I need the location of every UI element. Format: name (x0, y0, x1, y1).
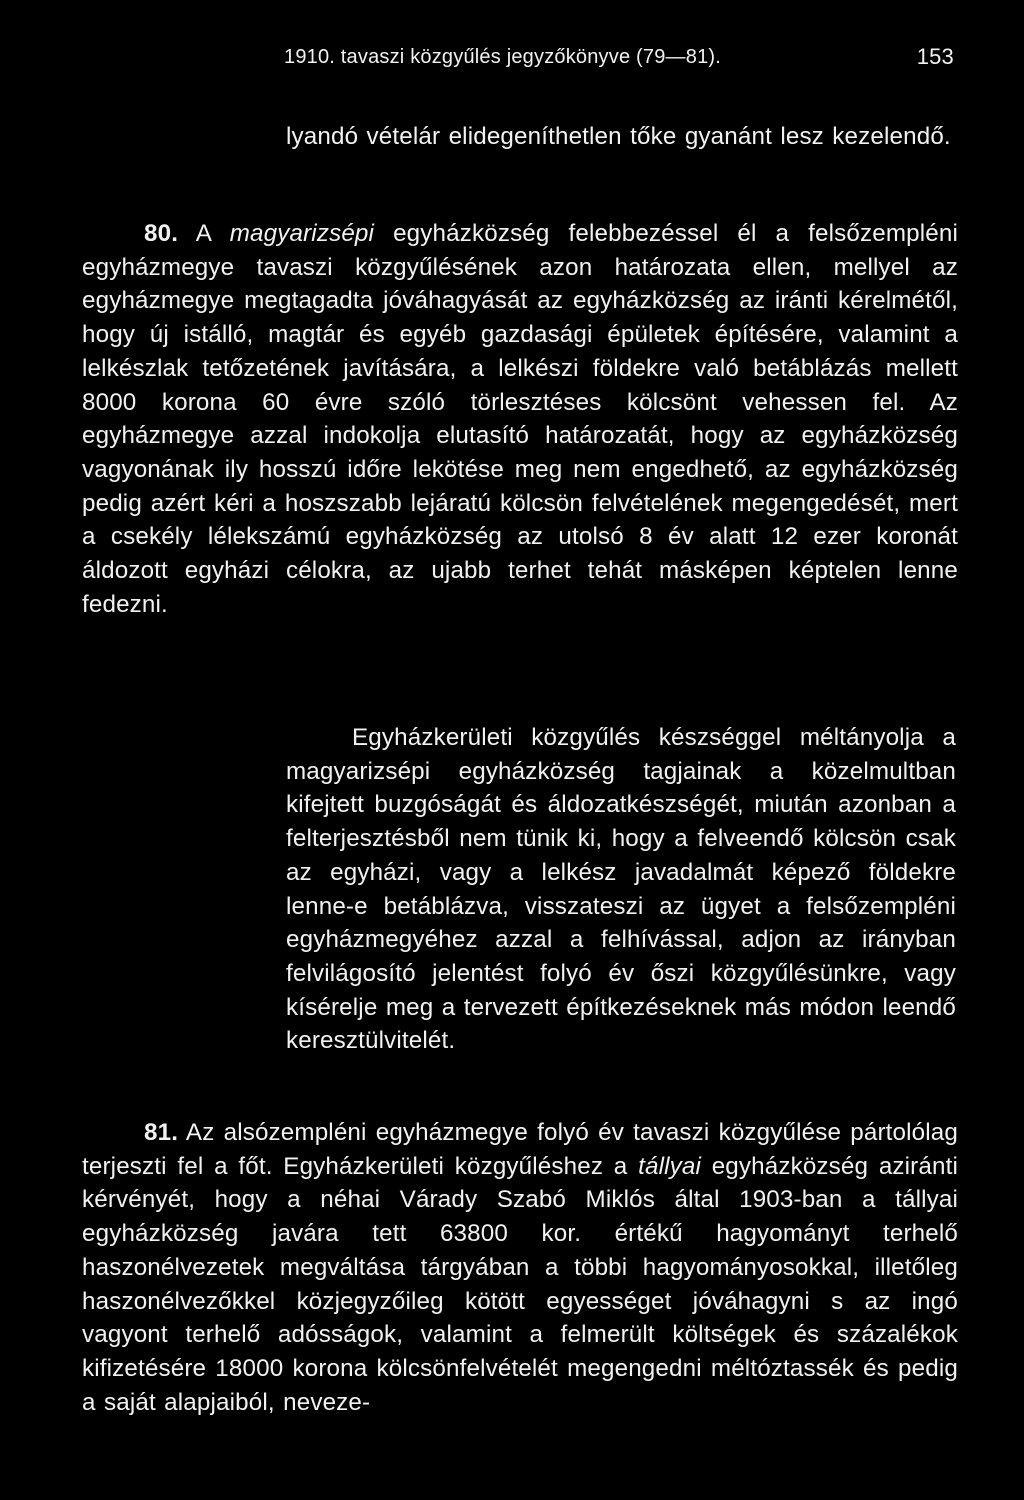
section-81-place-name: tállyai (638, 1152, 701, 1180)
section-80-paragraph (82, 217, 958, 621)
running-title: 1910. tavaszi közgyűlés jegyzőkönyve (79—81). (284, 46, 722, 68)
section-80-place-name: magyarizsépi (229, 220, 375, 247)
section-80-text: egyházközség felebbezéssel él a felsőzempléni egyházmegye tavaszi közgyűlésének azon határozata ellen, mellyel az egyházmegye megtagadta jóváhagyását az egyházközség az iránti kérelmétől, hogy új istálló, magtár és egyéb gazdasági épületek építésére, valamint a lelkészlak tetőzetének javítására, a lelkészi földekre való betáblázás mellett 8000 korona 60 évre szóló törlesztéses kölcsönt vehessen fel. Az egyházmegye azzal indokolja elutasító határozatát, hogy az egyházközség vagyonának ily hosszú időre lekötése meg nem engedhető, az egyházközség pedig azért kéri a hoszszabb lejáratú kölcsön felvételének megengedését, mert a csekély lélekszámú egyházközség az utolsó 8 év alatt 12 ezer koronát áldozott egyházi célokra, az ujabb terhet tehát másképen képtelen lenne fedezni. (82, 220, 959, 618)
section-80-number: 80. (144, 220, 179, 247)
section-80-text-start: A (195, 220, 211, 247)
section-81-paragraph (82, 1116, 958, 1419)
resolution-80-paragraph: Egyházkerületi közgyűlés készséggel méltányolja a magyarizsépi egyházközség tagjainak a közelmultban kifejtett buzgóságát és áldozatkészségét, miután azonban a felterjesztésből nem tünik ki, hogy a felveendő kölcsön csak az egyházi, vagy a lelkész javadalmát képező földekre lenne-e betáblázva, visszateszi az ügyet a felsőzempléni egyházmegyéhez azzal a felhívással, adjon az irányban felvilágosító jelentést folyó év őszi közgyűlésünkre, vagy kísérelje meg a tervezett építkezéseknek más módon leendő keresztülvitelét. (286, 724, 956, 1055)
section-81-text-start: Az alsózempléni egyházmegye folyó év tavaszi közgyűlése pártolólag terjeszti fel a főt. Egyházkerületi közgyűléshez a (82, 1119, 958, 1180)
section-81-text: egyházközség aziránti kérvényét, hogy a néhai Várady Szabó Miklós által 1903-ban a tállyai egyházközség javára tett 63800 kor. értékű hagyományt terhelő haszonélvezetek megváltása tárgyában a többi hagyományosokkal, illetőleg haszonélvezőkkel közjegyzőileg kötött egyességet jóváhagyni s az ingó vagyont terhelő adósságok, valamint a felmerült költségek és százalékok kifizetésére 18000 korona kölcsönfelvételét megengedni méltóztassék és pedig a saját alapjaiból, neveze- (82, 1152, 958, 1416)
running-header (284, 44, 954, 80)
section-81-number: 81. (144, 1119, 179, 1146)
page-number: 153 (916, 44, 954, 69)
continuation-paragraph: lyandó vételár elidegeníthetlen tőke gyanánt lesz kezelendő. (286, 123, 951, 150)
